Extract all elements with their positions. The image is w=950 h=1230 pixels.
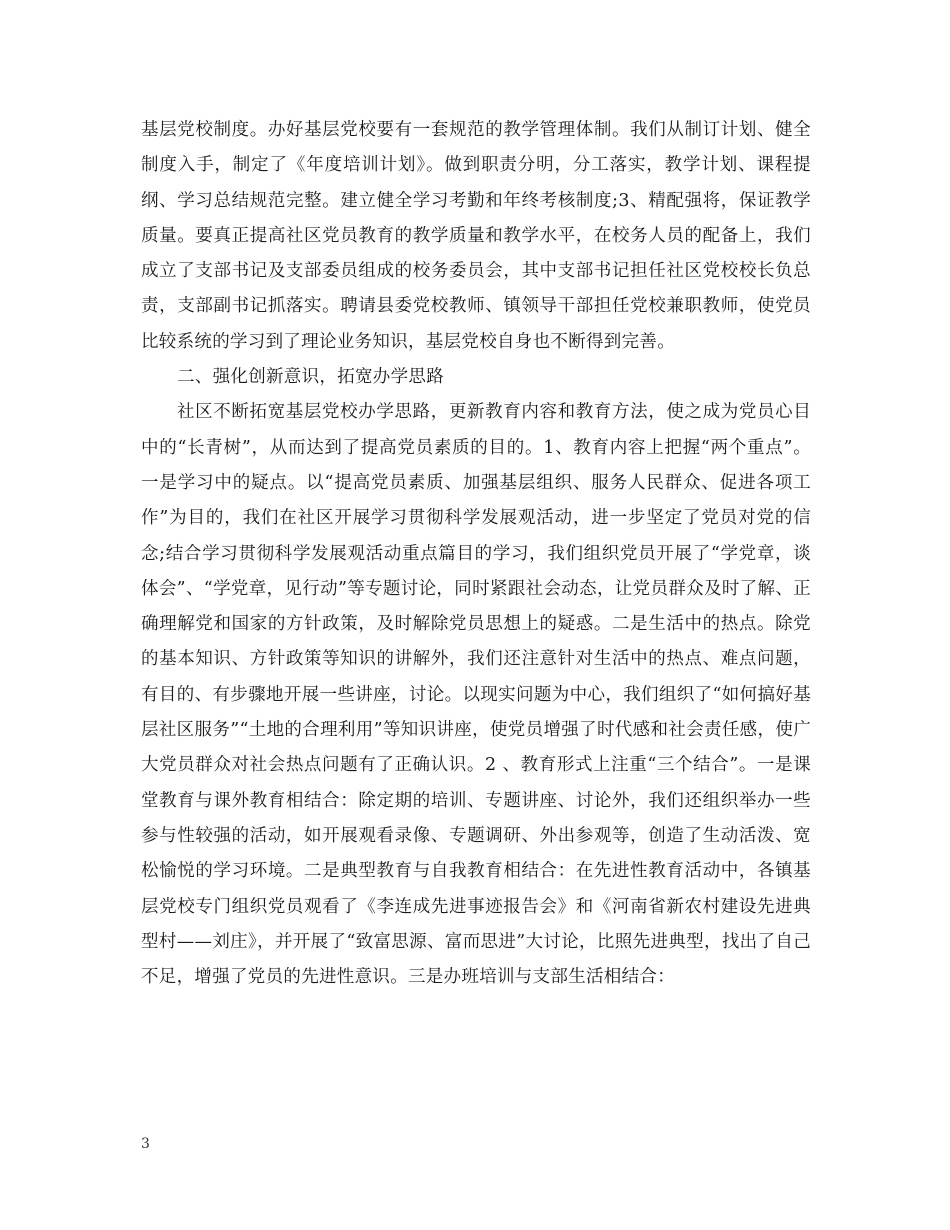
- body-text: [141, 113, 811, 995]
- section-heading-innovation: 二、强化创新意识，拓宽办学思路: [177, 367, 444, 388]
- page-number: 3: [141, 1136, 150, 1152]
- paragraph-school-system: 基层党校制度。办好基层党校要有一套规范的教学管理体制。我们从制订计划、健全制度入手，制定了《年度培训计划》。做到职责分明，分工落实，教学计划、课程提纲、学习总结规范完整。建立健全学习考勤和年终考核制度;3、精配强将，保证教学质量。要真正提高社区党员教育的教学质量和教学水平，在校务人员的配备上，我们成立了支部书记及支部委员组成的校务委员会，其中支部书记担任社区党校校长负总责，支部副书记抓落实。聘请县委党校教师、镇领导干部担任党校兼职教师，使党员比较系统的学习到了理论业务知识，基层党校自身也不断得到完善。: [141, 120, 811, 352]
- paragraph-education-ideas: 社区不断拓宽基层党校办学思路，更新教育内容和教育方法，使之成为党员心目中的“长青树”，从而达到了提高党员素质的目的。1、教育内容上把握“两个重点”。一是学习中的疑点。以“提高党员素质、加强基层组织、服务人民群众、促进各项工作”为目的，我们在社区开展学习贯彻科学发展观活动，进一步坚定了党员对党的信念;结合学习贯彻科学发展观活动重点篇目的学习，我们组织党员开展了“学党章，谈体会”、“学党章，见行动”等专题讨论，同时紧跟社会动态，让党员群众及时了解、正确理解党和国家的方针政策，及时解除党员思想上的疑惑。二是生活中的热点。除党的基本知识、方针政策等知识的讲解外，我们还注意针对生活中的热点、难点问题，有目的、有步骤地开展一些讲座，讨论。以现实问题为中心，我们组织了“如何搞好基层社区服务”“土地的合理利用”等知识讲座，使党员增强了时代感和社会责任感，使广大党员群众对社会热点问题有了正确认识。2 、教育形式上注重“三个结合”。一是课堂教育与课外教育相结合：除定期的培训、专题讲座、讨论外，我们还组织举办一些参与性较强的活动，如开展观看录像、专题调研、外出参观等，创造了生动活泼、宽松愉悦的学习环境。二是典型教育与自我教育相结合：在先进性教育活动中，各镇基层党校专门组织党员观看了《李连成先进事迹报告会》和《河南省新农村建设先进典型村——刘庄》，并开展了“致富思源、富而思进”大讨论，比照先进典型，找出了自己不足，增强了党员的先进性意识。三是办班培训与支部生活相结合：: [141, 402, 811, 988]
